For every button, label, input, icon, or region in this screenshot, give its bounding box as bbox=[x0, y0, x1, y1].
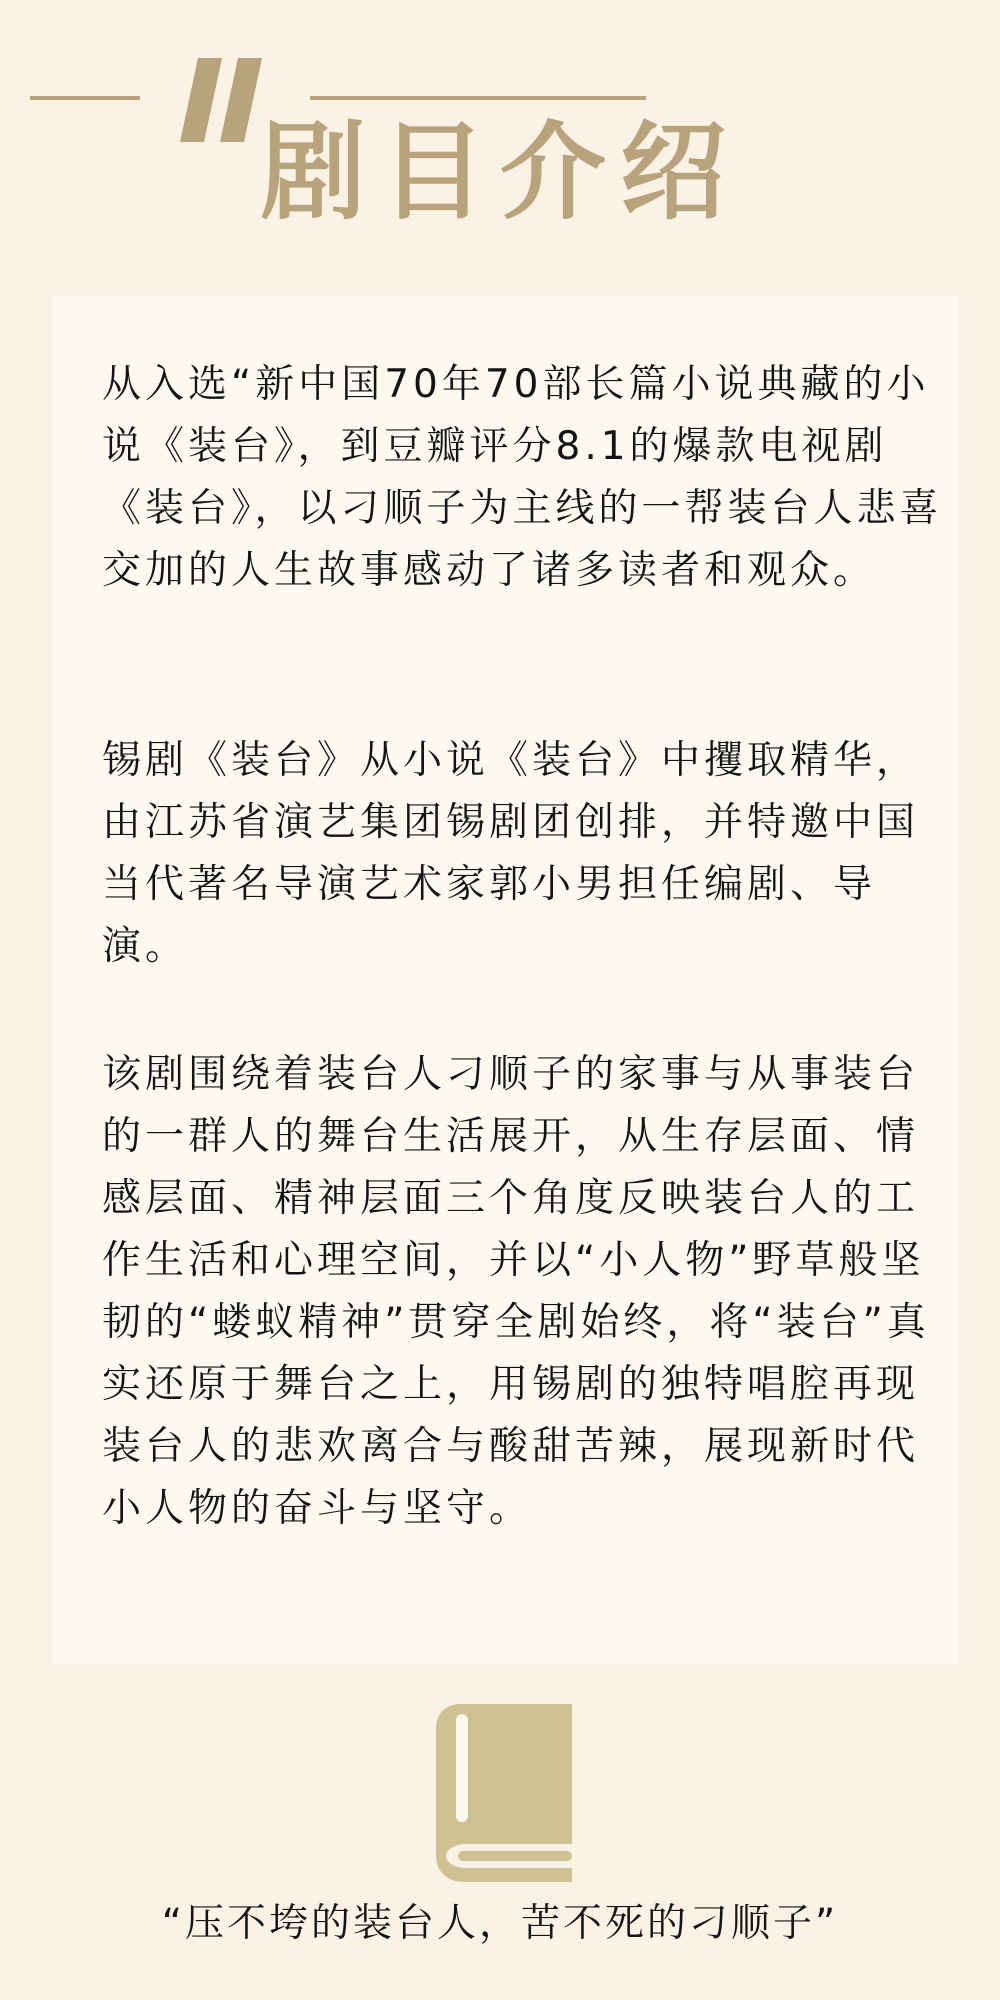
intro-paragraph: 从入选“新中国70年70部长篇小说典藏的小说《装台》，到豆瓣评分8.1的爆款电视剧《装台》，以刁顺子为主线的一帮装台人悲喜交加的人生故事感动了诸多读者和观众。 bbox=[102, 362, 943, 593]
intro-paragraph: 该剧围绕着装台人刁顺子的家事与从事装台的一群人的舞台生活展开，从生存层面、情感层面、精神层面三个角度反映装台人的工作生活和心理空间，并以“小人物”野草般坚韧的“蝼蚁精神”贯穿全剧始终，将“装台”真实还原于舞台之上，用锡剧的独特唱腔再现装台人的悲欢离合与酸甜苦辣，展现新时代小人物的奋斗与坚守。 bbox=[102, 1052, 930, 1531]
page-title: 剧目介绍 bbox=[260, 111, 740, 234]
header bbox=[0, 0, 1000, 280]
intro-paragraph: 锡剧《装台》从小说《装台》中攫取精华，由江苏省演艺集团锡剧团创排，并特邀中国当代著名导演艺术家郭小男担任编剧、导演。 bbox=[102, 738, 920, 969]
book-icon bbox=[436, 1704, 576, 1882]
intro-card bbox=[52, 296, 958, 1664]
title-rule-left bbox=[30, 96, 140, 100]
title-rule-right bbox=[310, 96, 646, 100]
footer-quote: “压不垮的装台人，苦不死的刁顺子” bbox=[161, 1901, 839, 1946]
